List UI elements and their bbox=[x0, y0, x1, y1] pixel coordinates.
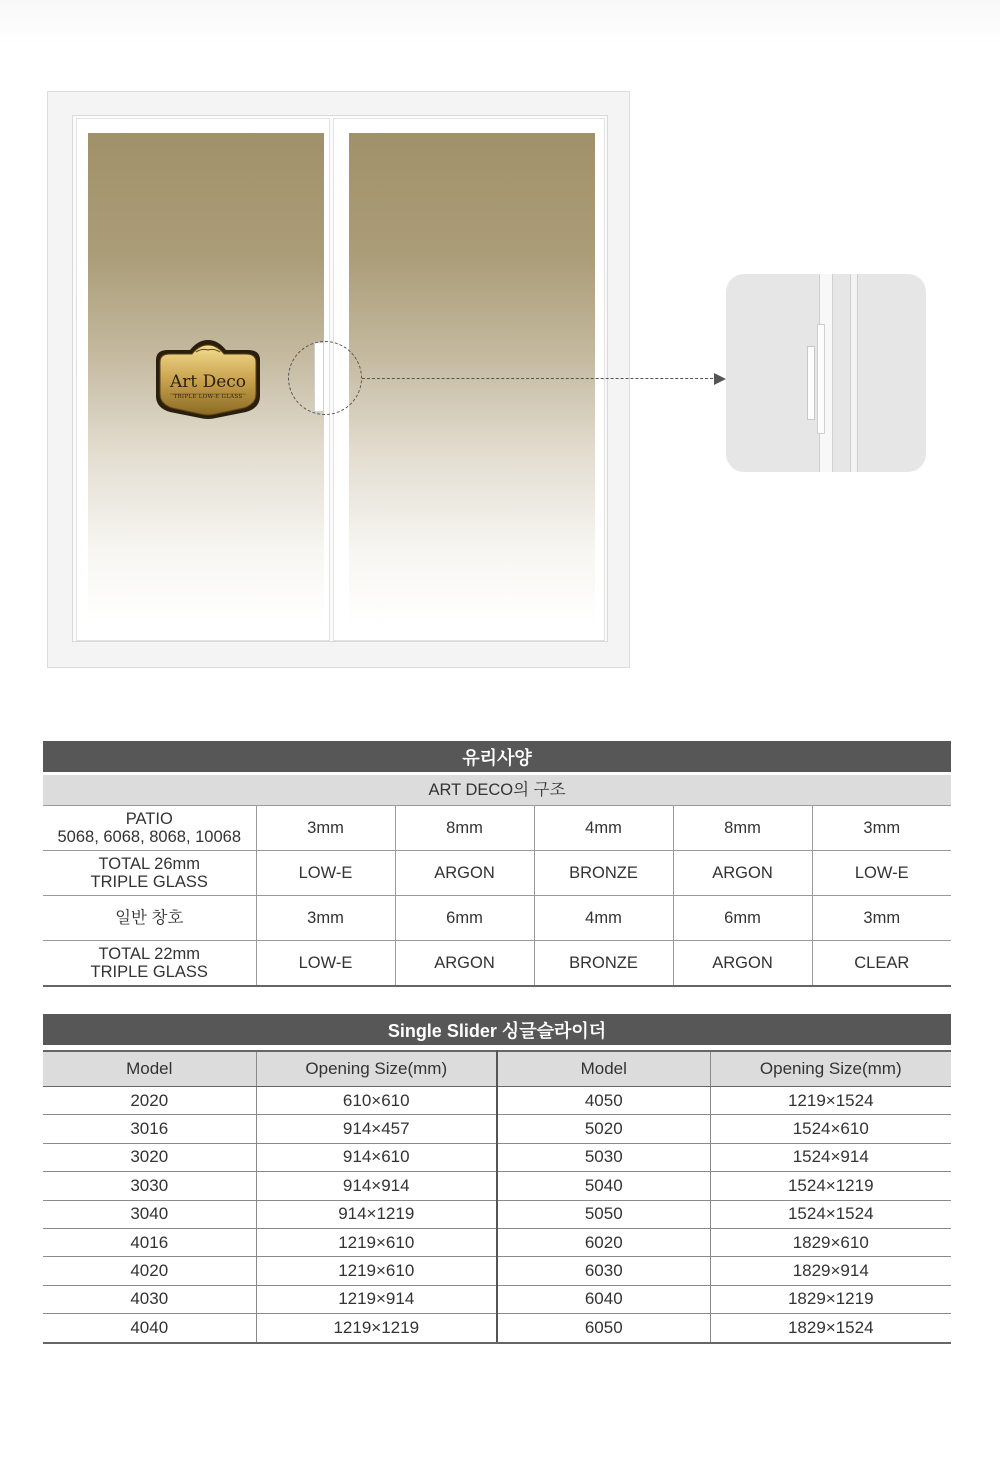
table-cell: BRONZE bbox=[534, 941, 673, 987]
table-cell: 8mm bbox=[673, 806, 812, 851]
row-label: PATIO 5068, 6068, 8068, 10068 bbox=[43, 806, 256, 851]
table-cell: 6mm bbox=[395, 896, 534, 941]
row-label: TOTAL 26mm TRIPLE GLASS bbox=[43, 851, 256, 896]
model-cell: 3040 bbox=[43, 1200, 256, 1228]
opening-size-cell: 1829×610 bbox=[710, 1228, 951, 1256]
row-label: TOTAL 22mm TRIPLE GLASS bbox=[43, 941, 256, 987]
opening-size-cell: 1524×914 bbox=[710, 1143, 951, 1171]
model-cell: 3030 bbox=[43, 1172, 256, 1200]
opening-size-cell: 1219×1219 bbox=[256, 1314, 497, 1343]
column-header-opening-size: Opening Size(mm) bbox=[256, 1051, 497, 1087]
table-row bbox=[43, 941, 951, 987]
zoom-highlight-circle bbox=[288, 341, 362, 415]
table-cell: 3mm bbox=[812, 806, 951, 851]
column-header-model: Model bbox=[43, 1051, 256, 1087]
zoom-pointer-line bbox=[362, 378, 718, 379]
table-cell: 6mm bbox=[673, 896, 812, 941]
table-cell: 4mm bbox=[534, 806, 673, 851]
table-row bbox=[43, 1200, 951, 1228]
opening-size-cell: 1219×1524 bbox=[710, 1087, 951, 1115]
model-cell: 3020 bbox=[43, 1143, 256, 1171]
detail-frame-rail bbox=[850, 274, 858, 472]
opening-size-cell: 1219×610 bbox=[256, 1257, 497, 1285]
glass-spec-title: 유리사양 bbox=[43, 741, 951, 772]
model-cell: 4040 bbox=[43, 1314, 256, 1343]
table-cell: ARGON bbox=[395, 851, 534, 896]
model-cell: 4016 bbox=[43, 1228, 256, 1256]
column-header-model: Model bbox=[497, 1051, 710, 1087]
table-cell: ARGON bbox=[673, 851, 812, 896]
model-cell: 6040 bbox=[497, 1285, 710, 1313]
badge-title: Art Deco bbox=[169, 372, 247, 392]
table-cell: CLEAR bbox=[812, 941, 951, 987]
model-cell: 5020 bbox=[497, 1115, 710, 1143]
model-cell: 6050 bbox=[497, 1314, 710, 1343]
table-row bbox=[43, 1257, 951, 1285]
glass-spec-subtitle: ART DECO의 구조 bbox=[43, 775, 951, 806]
table-cell: 3mm bbox=[256, 896, 395, 941]
table-row bbox=[43, 1115, 951, 1143]
table-header-row bbox=[43, 1051, 951, 1087]
table-row bbox=[43, 1285, 951, 1313]
opening-size-cell: 914×914 bbox=[256, 1172, 497, 1200]
table-cell: BRONZE bbox=[534, 851, 673, 896]
right-glass-pane bbox=[349, 133, 595, 626]
model-cell: 6020 bbox=[497, 1228, 710, 1256]
opening-size-cell: 1524×1524 bbox=[710, 1200, 951, 1228]
table-row bbox=[43, 806, 951, 851]
arrow-right-icon bbox=[714, 373, 726, 385]
opening-size-cell: 1524×1219 bbox=[710, 1172, 951, 1200]
model-cell: 5050 bbox=[497, 1200, 710, 1228]
detail-latch bbox=[817, 324, 825, 434]
table-cell: 3mm bbox=[812, 896, 951, 941]
table-cell: 8mm bbox=[395, 806, 534, 851]
table-cell: ARGON bbox=[395, 941, 534, 987]
single-slider-table bbox=[43, 1050, 951, 1344]
model-cell: 4030 bbox=[43, 1285, 256, 1313]
opening-size-cell: 914×1219 bbox=[256, 1200, 497, 1228]
opening-size-cell: 1219×610 bbox=[256, 1228, 497, 1256]
row-label: 일반 창호 bbox=[43, 896, 256, 941]
model-cell: 6030 bbox=[497, 1257, 710, 1285]
opening-size-cell: 1524×610 bbox=[710, 1115, 951, 1143]
table-cell: 4mm bbox=[534, 896, 673, 941]
top-band bbox=[0, 0, 1000, 48]
model-cell: 5040 bbox=[497, 1172, 710, 1200]
model-cell: 4020 bbox=[43, 1257, 256, 1285]
table-row bbox=[43, 1172, 951, 1200]
table-cell: LOW-E bbox=[256, 851, 395, 896]
table-cell: ARGON bbox=[673, 941, 812, 987]
table-row bbox=[43, 1143, 951, 1171]
opening-size-cell: 610×610 bbox=[256, 1087, 497, 1115]
table-row bbox=[43, 851, 951, 896]
table-row bbox=[43, 1314, 951, 1343]
slider-table-body bbox=[43, 1087, 951, 1343]
table-cell: LOW-E bbox=[812, 851, 951, 896]
table-row bbox=[43, 1087, 951, 1115]
table-cell: LOW-E bbox=[256, 941, 395, 987]
model-cell: 5030 bbox=[497, 1143, 710, 1171]
single-slider-title: Single Slider 싱글슬라이더 bbox=[43, 1014, 951, 1045]
model-cell: 4050 bbox=[497, 1087, 710, 1115]
model-cell: 2020 bbox=[43, 1087, 256, 1115]
column-header-opening-size: Opening Size(mm) bbox=[710, 1051, 951, 1087]
table-cell: 3mm bbox=[256, 806, 395, 851]
opening-size-cell: 914×610 bbox=[256, 1143, 497, 1171]
glass-spec-table bbox=[43, 775, 951, 987]
opening-size-cell: 1829×1219 bbox=[710, 1285, 951, 1313]
opening-size-cell: 914×457 bbox=[256, 1115, 497, 1143]
table-row bbox=[43, 1228, 951, 1256]
detail-handle bbox=[807, 346, 815, 420]
opening-size-cell: 1219×914 bbox=[256, 1285, 497, 1313]
badge-subtitle: TRIPLE LOW-E GLASS bbox=[173, 394, 243, 400]
opening-size-cell: 1829×914 bbox=[710, 1257, 951, 1285]
table-row bbox=[43, 896, 951, 941]
model-cell: 3016 bbox=[43, 1115, 256, 1143]
opening-size-cell: 1829×1524 bbox=[710, 1314, 951, 1343]
handle-detail-closeup bbox=[726, 274, 926, 472]
